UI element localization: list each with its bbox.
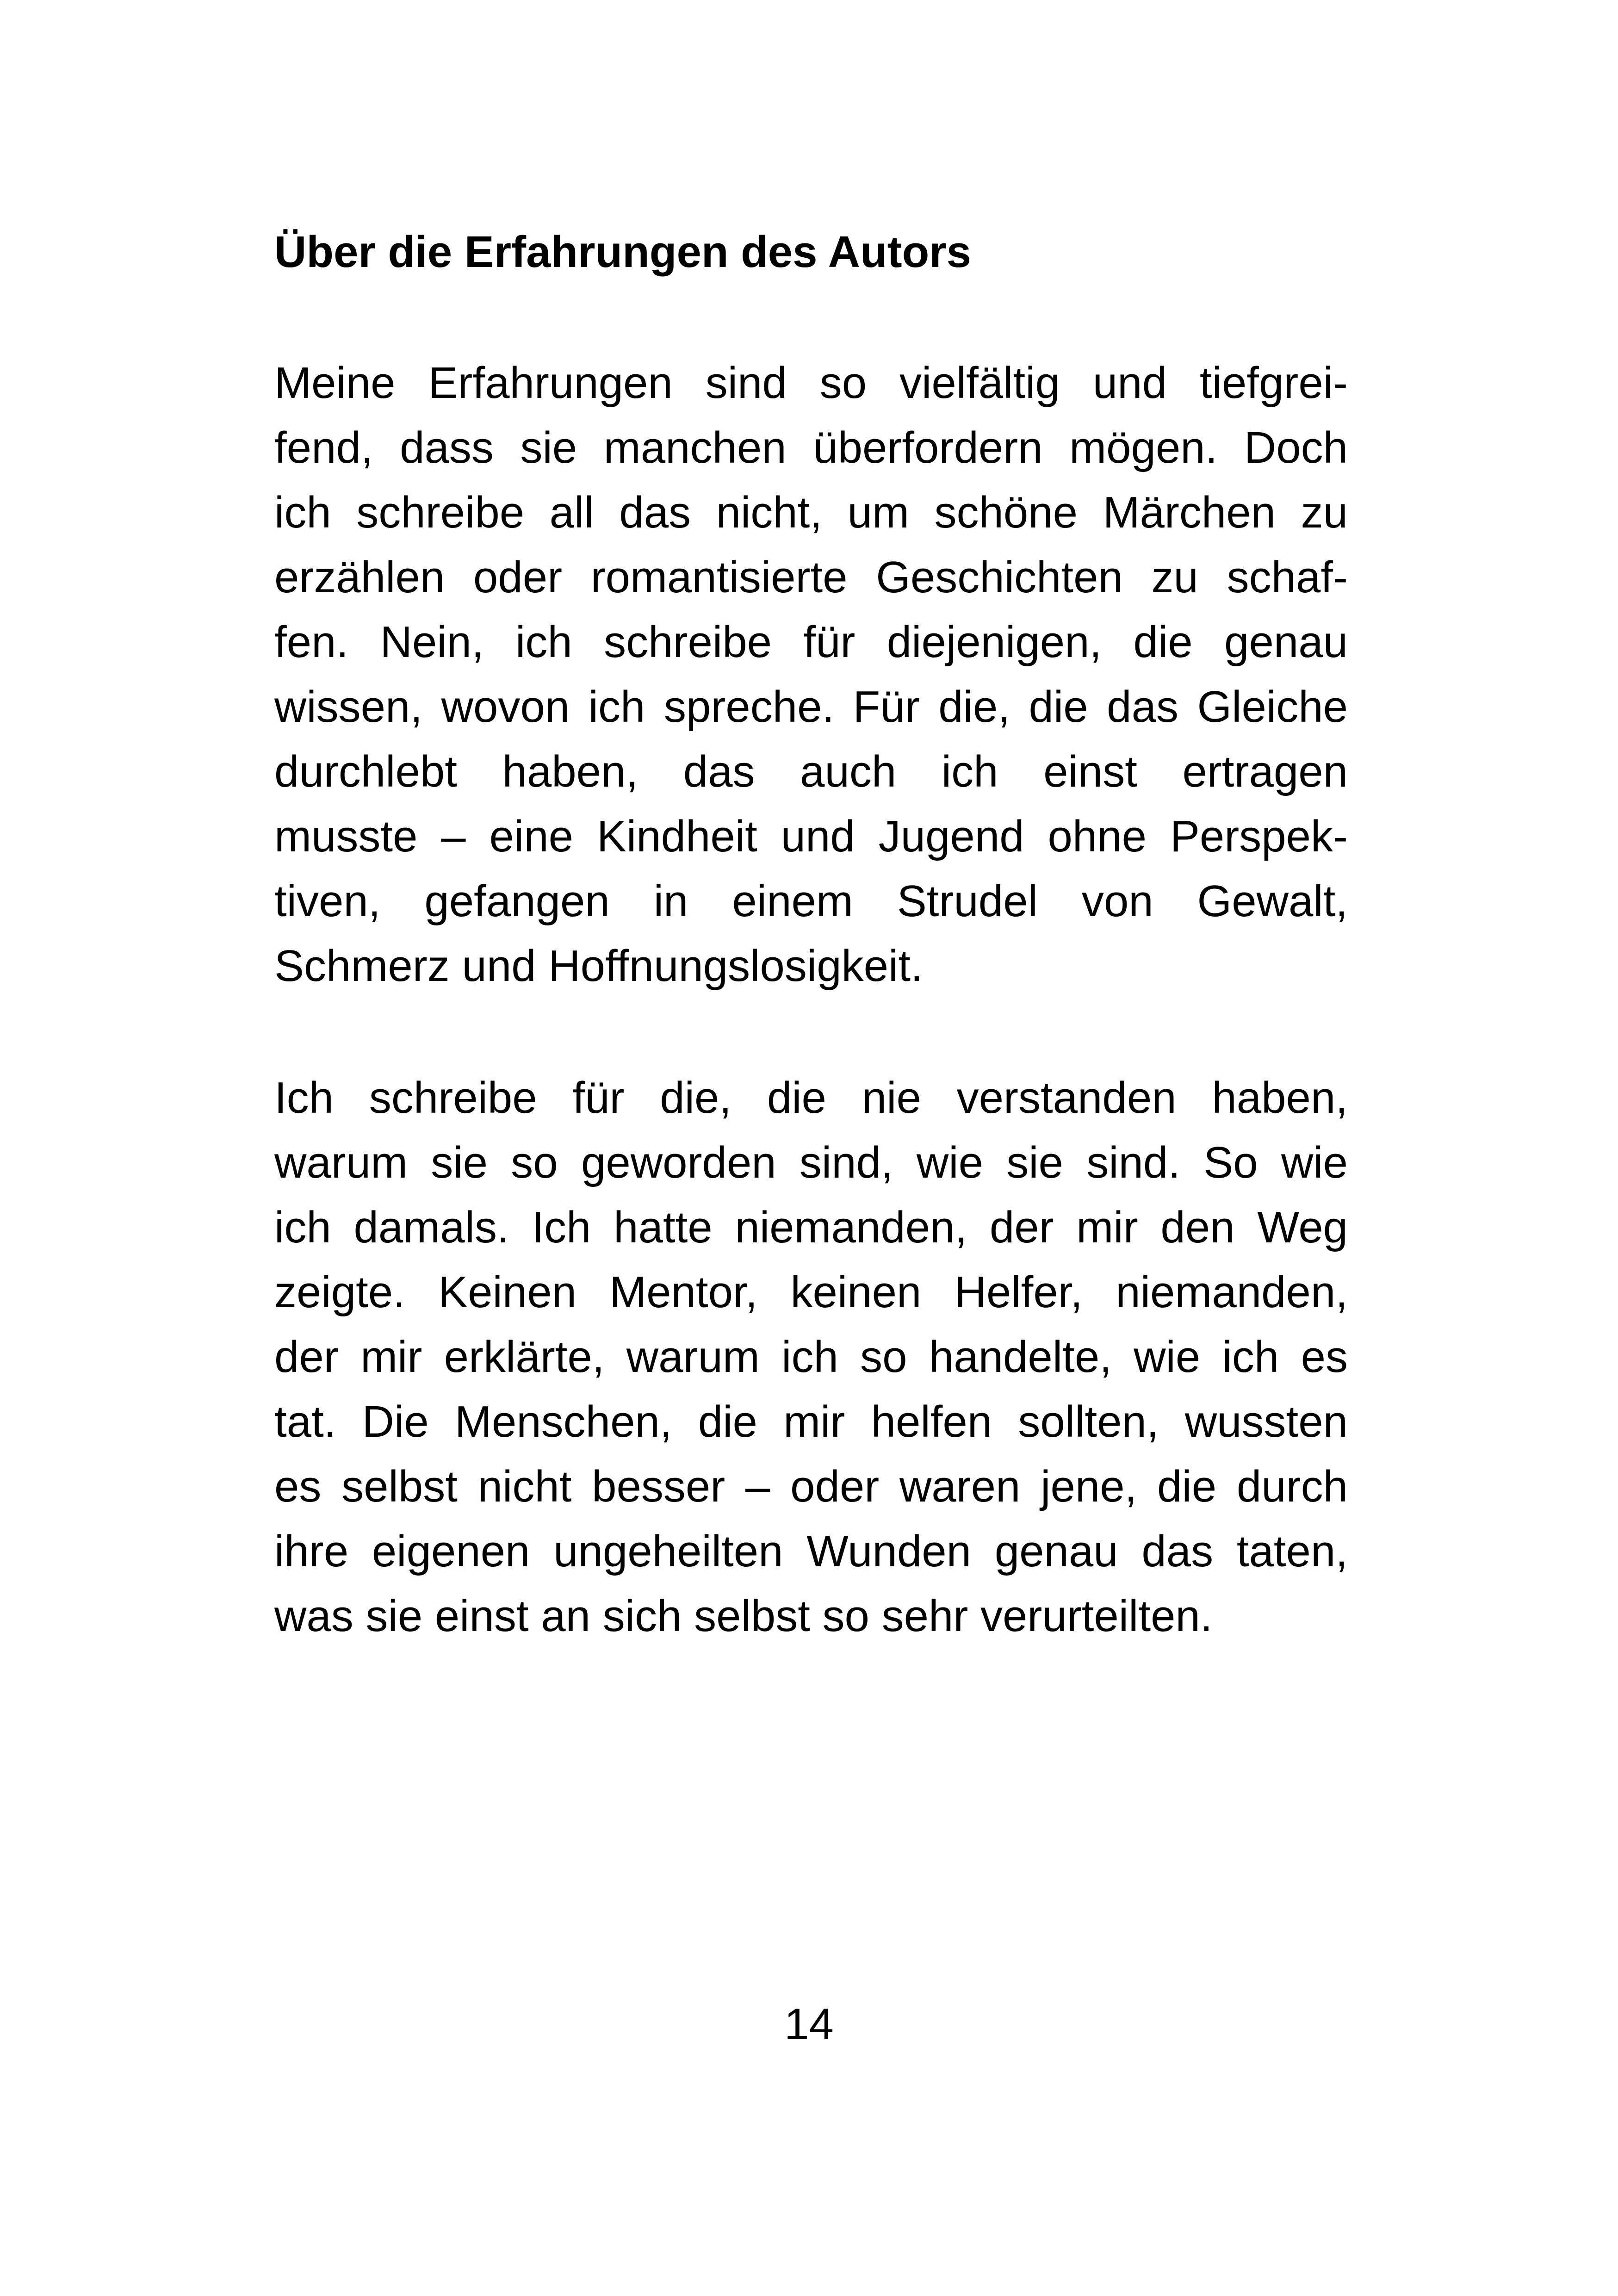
text-line: erzählen oder romantisierte Geschichten zu schaf-	[274, 552, 1348, 602]
text-line: ich damals. Ich hatte niemanden, der mir den Weg	[274, 1203, 1348, 1252]
text-line: ich schreibe all das nicht, um schöne Märchen zu	[274, 488, 1348, 537]
page-number: 14	[784, 1999, 834, 2049]
text-line: der mir erklärte, warum ich so handelte, wie ich es	[274, 1332, 1348, 1382]
text-line: fen. Nein, ich schreibe für diejenigen, die genau	[274, 617, 1348, 667]
text-line: durchlebt haben, das auch ich einst ertragen	[274, 747, 1348, 796]
text-line: tat. Die Menschen, die mir helfen sollten, wussten	[274, 1397, 1348, 1446]
text-line: was sie einst an sich selbst so sehr verurteilten.	[274, 1591, 1213, 1641]
paragraph-2	[274, 1066, 1348, 1649]
text-line: ihre eigenen ungeheilten Wunden genau das taten,	[274, 1527, 1348, 1576]
text-line: musste – eine Kindheit und Jugend ohne Perspek-	[274, 812, 1348, 861]
text-line: warum sie so geworden sind, wie sie sind. So wie	[274, 1138, 1348, 1187]
text-line: fend, dass sie manchen überfordern mögen. Doch	[274, 423, 1348, 472]
text-line: zeigte. Keinen Mentor, keinen Helfer, niemanden,	[274, 1267, 1348, 1317]
chapter-heading: Über die Erfahrungen des Autors	[274, 227, 971, 277]
paragraph-1	[274, 351, 1348, 999]
text-line: wissen, wovon ich spreche. Für die, die das Gleiche	[274, 682, 1348, 732]
text-line: Meine Erfahrungen sind so vielfältig und tiefgrei-	[274, 358, 1348, 408]
text-line: Ich schreibe für die, die nie verstanden haben,	[274, 1073, 1348, 1123]
text-line: Schmerz und Hoffnungslosigkeit.	[274, 941, 923, 991]
text-line: tiven, gefangen in einem Strudel von Gewalt,	[274, 876, 1348, 926]
text-line: es selbst nicht besser – oder waren jene, die durch	[274, 1462, 1348, 1511]
